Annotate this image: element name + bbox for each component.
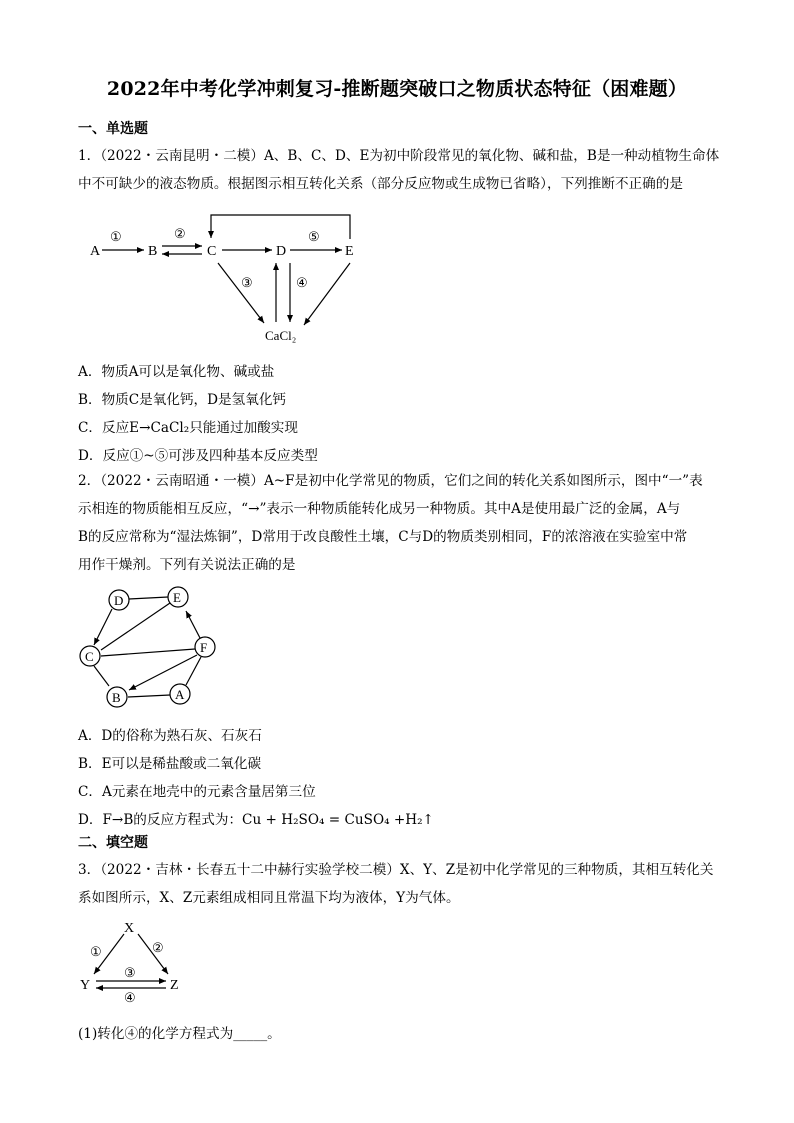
node-e: E <box>345 244 354 259</box>
node-y: Y <box>80 978 91 993</box>
question-1-diagram <box>78 205 398 355</box>
node-e: E <box>173 590 181 605</box>
section-heading-single-choice: 一、单选题 <box>78 121 148 137</box>
node-f: F <box>200 640 208 655</box>
label-5: ⑤ <box>308 229 320 244</box>
label-4: ④ <box>124 990 136 1005</box>
node-x: X <box>124 921 135 936</box>
label-3: ③ <box>124 965 136 980</box>
question-3-diagram <box>76 916 196 1006</box>
question-2-stem <box>78 467 728 579</box>
label-1: ① <box>90 944 102 959</box>
question-1-option-b: B．物质C是氧化钙，D是氢氧化钙 <box>78 392 287 408</box>
question-2-option-b: B．E可以是稀盐酸或二氧化碳 <box>78 756 262 772</box>
arrow-c-to-cacl2 <box>218 263 264 323</box>
question-2-diagram <box>74 584 224 714</box>
question-1-line-2: 中不可缺少的液态物质。根据图示相互转化关系（部分反应物或生成物已省略），下列推断不正确的是 <box>78 176 683 192</box>
node-a: A <box>175 687 185 702</box>
label-2: ② <box>174 226 186 241</box>
question-2-option-c: C．A元素在地壳中的元素含量居第三位 <box>78 784 316 800</box>
question-3-sub-1: (1)转化④的化学方程式为_____。 <box>78 1026 281 1042</box>
label-2: ② <box>152 940 164 955</box>
question-1-option-c: C．反应E→CaCl₂只能通过加酸实现 <box>78 420 298 436</box>
node-b: B <box>112 690 121 705</box>
link-c-b <box>94 666 109 686</box>
question-2-line-1: 2．（2022・云南昭通・一模）A~F是初中化学常见的物质，它们之间的转化关系如图所示，图中“一”表 <box>78 473 703 489</box>
question-3-line-2: 系如图所示，X、Z元素组成相同且常温下均为液体，Y为气体。 <box>78 890 460 906</box>
arrow-e-to-c <box>211 215 350 239</box>
label-4: ④ <box>296 275 308 290</box>
label-1: ① <box>110 229 122 244</box>
question-1-stem <box>78 142 728 198</box>
question-2-option-a: A．D的俗称为熟石灰、石灰石 <box>78 728 262 744</box>
question-1-option-d: D．反应①~⑤可涉及四种基本反应类型 <box>78 448 318 464</box>
node-z: Z <box>170 978 179 993</box>
section-heading-fill-in: 二、填空题 <box>78 835 148 851</box>
node-b: B <box>148 244 158 259</box>
node-c: C <box>207 244 217 259</box>
node-c: C <box>85 649 94 664</box>
link-a-b <box>128 695 170 697</box>
link-f-c <box>101 649 195 656</box>
page-title: 2022年中考化学冲刺复习-推断题突破口之物质状态特征（困难题） <box>106 78 688 100</box>
question-3-stem <box>78 856 728 912</box>
question-2-line-4: 用作干燥剂。下列有关说法正确的是 <box>78 557 296 573</box>
question-1-option-a: A．物质A可以是氧化物、碱或盐 <box>78 364 275 380</box>
node-d: D <box>276 244 287 259</box>
question-2-line-3: B的反应常称为“湿法炼铜”，D常用于改良酸性土壤，C与D的物质类别相同，F的浓溶液在实验室中常 <box>78 529 688 545</box>
node-a: A <box>90 244 101 259</box>
question-2-line-2: 示相连的物质能相互反应，“→”表示一种物质能转化成另一种物质。其中A是使用最广泛的金属，A与 <box>78 501 681 517</box>
arrow-d-to-c <box>94 609 112 645</box>
link-f-a <box>186 657 201 685</box>
node-d: D <box>114 593 124 608</box>
link-d-e <box>129 597 168 599</box>
question-1-line-1: 1．（2022・云南昆明・二模）A、B、C、D、E为初中阶段常见的氧化物、碱和盐，B是一种动植物生命体 <box>78 148 720 164</box>
arrow-e-to-cacl2 <box>304 263 350 325</box>
question-3-line-1: 3．（2022・吉林・长春五十二中赫行实验学校二模）X、Y、Z是初中化学常见的三种物质，其相互转化关 <box>78 862 714 878</box>
label-3: ③ <box>241 275 253 290</box>
node-cacl2: CaCl₂ <box>265 328 297 343</box>
question-2-option-d: D．F→B的反应方程式为：Cu + H₂SO₄ = CuSO₄ +H₂↑ <box>78 812 434 828</box>
arrow-f-to-e <box>186 611 200 638</box>
